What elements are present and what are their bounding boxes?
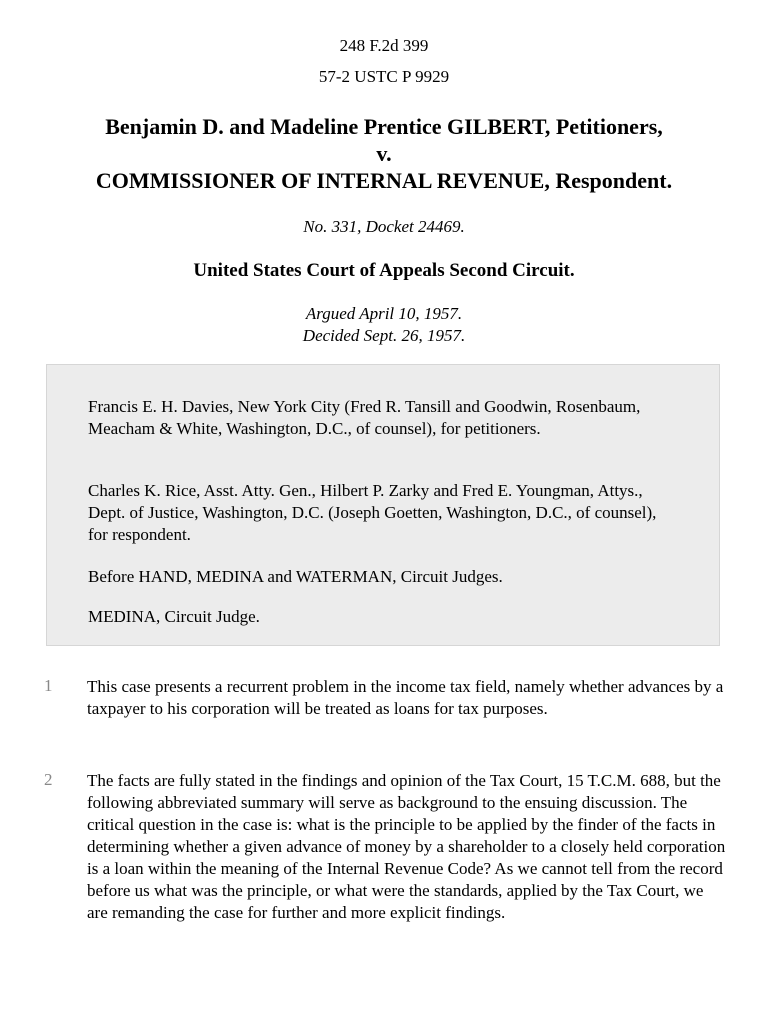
- opinion-paragraph: This case presents a recurrent problem in the income tax field, namely whether advances by a taxpayer to his corporation will be treated as loans for tax purposes.: [87, 677, 724, 718]
- bench-judges: Before HAND, MEDINA and WATERMAN, Circuit Judges.: [88, 567, 503, 586]
- opinion-author: MEDINA, Circuit Judge.: [88, 607, 260, 626]
- caption-petitioners: Benjamin D. and Madeline Prentice GILBERT, Petitioners,: [105, 114, 663, 139]
- counsel-petitioners: Francis E. H. Davies, New York City (Fred R. Tansill and Goodwin, Rosenbaum, Meacham & White, Washington, D.C., of counsel), for petitioners.: [88, 397, 641, 438]
- decided-date: Decided Sept. 26, 1957.: [302, 326, 466, 345]
- paragraph-number: 1: [44, 676, 53, 695]
- case-caption: [0, 113, 768, 194]
- caption-versus: v.: [376, 141, 392, 166]
- counsel-respondent: Charles K. Rice, Asst. Atty. Gen., Hilbert P. Zarky and Fred E. Youngman, Attys., Dept. of Justice, Washington, D.C. (Joseph Goetten, Washington, D.C., of counsel), for respondent.: [88, 481, 657, 544]
- citation-reporter: 248 F.2d 399: [339, 36, 429, 55]
- case-dates: [0, 303, 768, 347]
- citation-ustc: 57-2 USTC P 9929: [318, 67, 450, 86]
- court-name: United States Court of Appeals Second Circuit.: [193, 260, 575, 281]
- docket-number: No. 331, Docket 24469.: [303, 217, 465, 236]
- counsel-box: [46, 364, 720, 646]
- argued-date: Argued April 10, 1957.: [305, 304, 463, 323]
- opinion-paragraph: The facts are fully stated in the findings and opinion of the Tax Court, 15 T.C.M. 688, but the following abbreviated summary will serve as background to the ensuing discussion. The critical question in the case is: what is the principle to be applied by the finder of the facts in determining whether a given advance of money by a shareholder to a closely held corporation is a loan within the meaning of the Internal Revenue Code? As we cannot tell from the record before us what was the principle, or what were the standards, applied by the Tax Court, we are remanding the case for further and more explicit findings.: [87, 771, 726, 922]
- paragraph-number: 2: [44, 770, 53, 789]
- caption-respondent: COMMISSIONER OF INTERNAL REVENUE, Respondent.: [95, 168, 673, 193]
